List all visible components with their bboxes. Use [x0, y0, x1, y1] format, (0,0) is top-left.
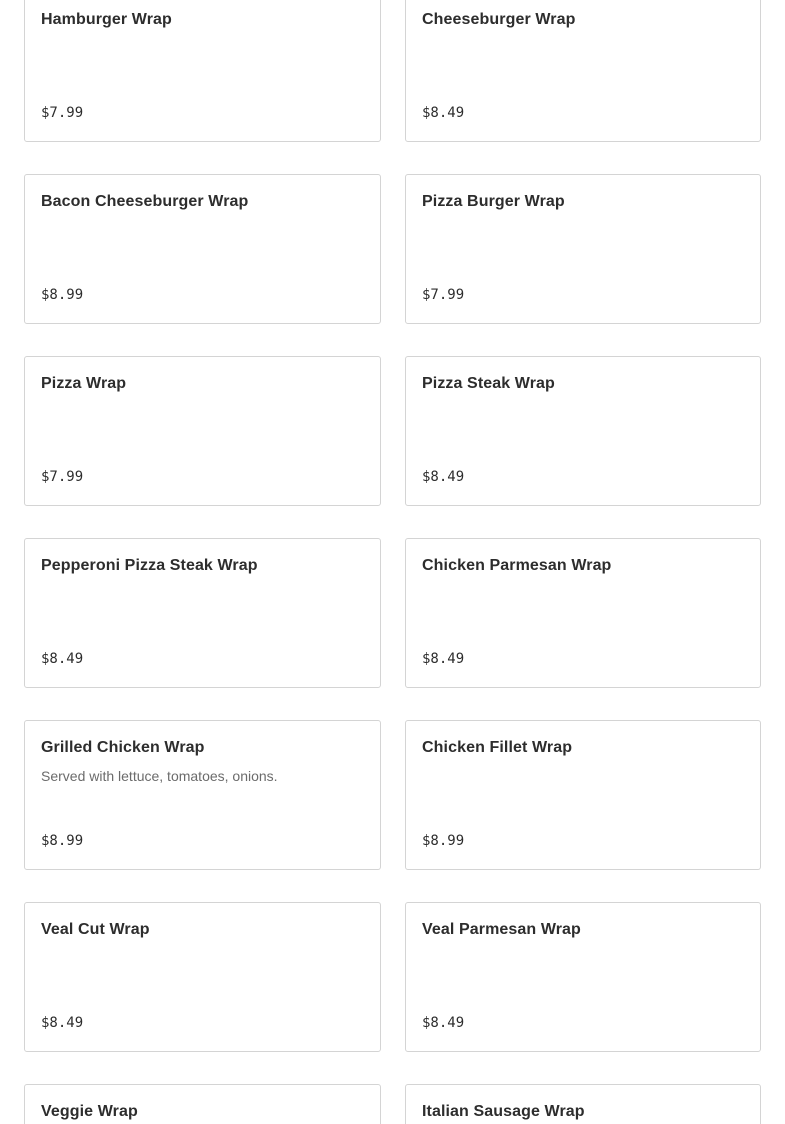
- menu-item-price: $8.99: [41, 833, 84, 849]
- menu-item-card[interactable]: [24, 902, 381, 1052]
- menu-item-card[interactable]: [405, 0, 761, 142]
- menu-item-card[interactable]: [405, 174, 761, 324]
- menu-item-card[interactable]: [405, 356, 761, 506]
- menu-item-name: Pizza Steak Wrap: [422, 375, 555, 392]
- menu-item-name: Pizza Wrap: [41, 375, 127, 392]
- menu-item-name: Hamburger Wrap: [41, 11, 172, 28]
- menu-item-name: Veal Parmesan Wrap: [422, 921, 581, 938]
- menu-item-card[interactable]: [24, 538, 381, 688]
- menu-item-price: $8.49: [422, 469, 465, 485]
- menu-item-card[interactable]: [405, 720, 761, 870]
- menu-item-name: Chicken Parmesan Wrap: [422, 557, 612, 574]
- menu-item-name: Bacon Cheeseburger Wrap: [41, 193, 249, 210]
- menu-item-price: $8.49: [41, 651, 84, 667]
- menu-item-price: $7.99: [422, 287, 465, 303]
- menu-item-card[interactable]: [24, 0, 381, 142]
- menu-item-description: Served with lettuce, tomatoes, onions.: [41, 768, 278, 784]
- menu-item-price: $8.99: [422, 833, 465, 849]
- menu-item-card[interactable]: [24, 720, 381, 870]
- menu-item-price: $7.99: [41, 105, 84, 121]
- menu-item-price: $7.99: [41, 469, 84, 485]
- menu-item-card[interactable]: [24, 174, 381, 324]
- menu-item-name: Veal Cut Wrap: [41, 921, 150, 938]
- menu-item-price: $8.49: [422, 651, 465, 667]
- menu-item-card[interactable]: [405, 538, 761, 688]
- menu-item-name: Pepperoni Pizza Steak Wrap: [41, 557, 258, 574]
- menu-item-name: Italian Sausage Wrap: [422, 1103, 585, 1120]
- menu-item-card[interactable]: [24, 1084, 381, 1124]
- menu-item-name: Pizza Burger Wrap: [422, 193, 565, 210]
- menu-item-name: Grilled Chicken Wrap: [41, 739, 205, 756]
- menu-item-grid: [24, 0, 761, 1124]
- menu-item-card[interactable]: [405, 902, 761, 1052]
- menu-item-card[interactable]: [405, 1084, 761, 1124]
- menu-item-price: $8.49: [422, 105, 465, 121]
- menu-item-name: Veggie Wrap: [41, 1103, 138, 1120]
- menu-item-price: $8.49: [41, 1015, 84, 1031]
- menu-item-name: Cheeseburger Wrap: [422, 11, 576, 28]
- menu-item-price: $8.49: [422, 1015, 465, 1031]
- menu-item-name: Chicken Fillet Wrap: [422, 739, 573, 756]
- menu-item-price: $8.99: [41, 287, 84, 303]
- menu-item-card[interactable]: [24, 356, 381, 506]
